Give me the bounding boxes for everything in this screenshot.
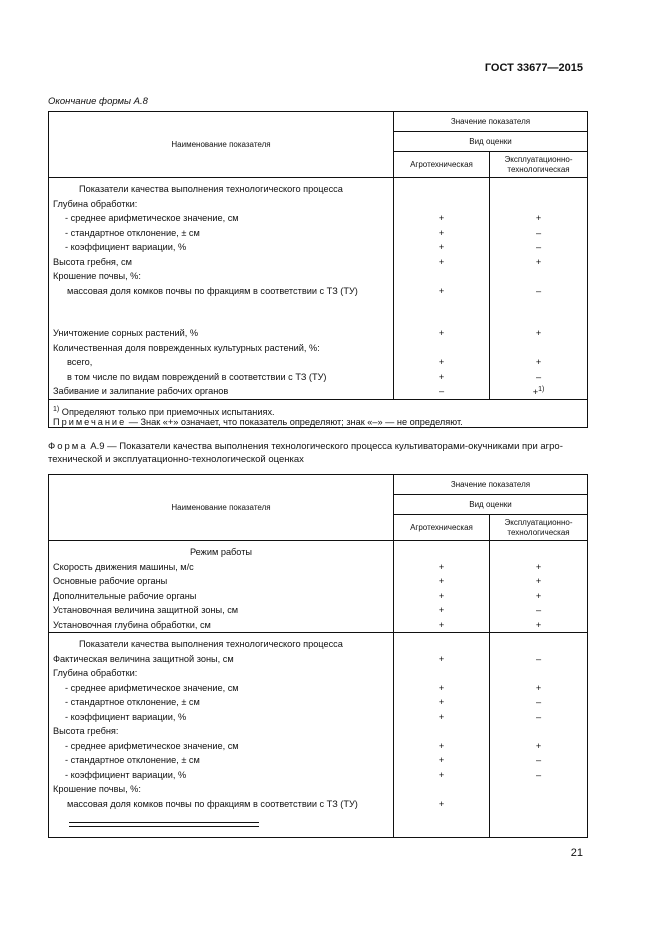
col-header-expl: Эксплуатационно-технологическая: [490, 152, 588, 178]
form-title: Форма А.9 — Показатели качества выполнения технологического процесса культиваторами-окучниками при агро-технической и эксплуатационно-технологической оценках: [48, 441, 563, 465]
table-row: - среднее арифметическое значение, см + +: [49, 739, 588, 754]
table-form-a8: [48, 111, 588, 428]
table-row: - стандартное отклонение, ± см + –: [49, 226, 588, 241]
section-heading: Показатели качества выполнения технологического процесса: [49, 178, 394, 197]
col-header-expl: Эксплуатационно-технологическая: [490, 515, 588, 541]
table-row: Фактическая величина защитной зоны, см + –: [49, 652, 588, 667]
col-header-name: Наименование показателя: [49, 112, 394, 178]
table-row: Скорость движения машины, м/с + +: [49, 560, 588, 575]
page-number: 21: [570, 847, 583, 859]
blank-line: [69, 822, 259, 823]
table-row: - стандартное отклонение, ± см + –: [49, 695, 588, 710]
table-row: - среднее арифметическое значение, см + +: [49, 211, 588, 226]
table-form-a9: [48, 474, 588, 838]
table-row: в том числе по видам повреждений в соответствии с ТЗ (ТУ) + –: [49, 370, 588, 385]
table-row: - коэффициент вариации, % + –: [49, 768, 588, 783]
table-row: - коэффициент вариации, % + –: [49, 240, 588, 255]
blank-entry-lines: [49, 811, 394, 838]
table-row: массовая доля комков почвы по фракциям в соответствии с ТЗ (ТУ) +: [49, 797, 588, 812]
table-row: всего, + +: [49, 355, 588, 370]
section-heading: Показатели качества выполнения технологического процесса: [49, 633, 394, 652]
col-header-agro: Агротехническая: [394, 152, 490, 178]
col-header-agro: Агротехническая: [394, 515, 490, 541]
table-row: Установочная глубина обработки, см + +: [49, 618, 588, 633]
document-number: ГОСТ 33677—2015: [484, 62, 583, 74]
table-row: Высота гребня:: [49, 724, 588, 739]
col-header-eval: Вид оценки: [394, 495, 588, 515]
table-row: - коэффициент вариации, % + –: [49, 710, 588, 725]
table-row: Дополнительные рабочие органы + +: [49, 589, 588, 604]
table-row: - стандартное отклонение, ± см + –: [49, 753, 588, 768]
col-header-value: Значение показателя: [394, 112, 588, 132]
table-row: - среднее арифметическое значение, см + +: [49, 681, 588, 696]
col-header-eval: Вид оценки: [394, 132, 588, 152]
table-row: Количественная доля поврежденных культурных растений, %:: [49, 341, 588, 356]
table-row: Забивание и залипание рабочих органов – +$^{1)}$: [49, 384, 588, 399]
table-row: Уничтожение сорных растений, % + +: [49, 326, 588, 341]
table-row: Глубина обработки:: [49, 666, 588, 681]
table1-caption: Окончание формы А.8: [48, 96, 148, 107]
table-row: Высота гребня, см + +: [49, 255, 588, 270]
section-heading: Режим работы: [49, 541, 394, 560]
blank-line: [69, 826, 259, 827]
col-header-value: Значение показателя: [394, 475, 588, 495]
col-header-name: Наименование показателя: [49, 475, 394, 541]
table-row: Крошение почвы, %:: [49, 269, 588, 284]
table-row: Крошение почвы, %:: [49, 782, 588, 797]
table-note: Примечание — Знак «+» означает, что показатель определяют; знак «–» — не определяют.: [49, 417, 588, 428]
table-row: Глубина обработки:: [49, 197, 588, 212]
table-row: массовая доля комков почвы по фракциям в соответствии с ТЗ (ТУ) + –: [49, 284, 588, 299]
table-row: Основные рабочие органы + +: [49, 574, 588, 589]
footnote: $^{1)}$ Определяют только при приемочных испытаниях.: [49, 399, 588, 417]
table-row: Установочная величина защитной зоны, см + –: [49, 603, 588, 618]
